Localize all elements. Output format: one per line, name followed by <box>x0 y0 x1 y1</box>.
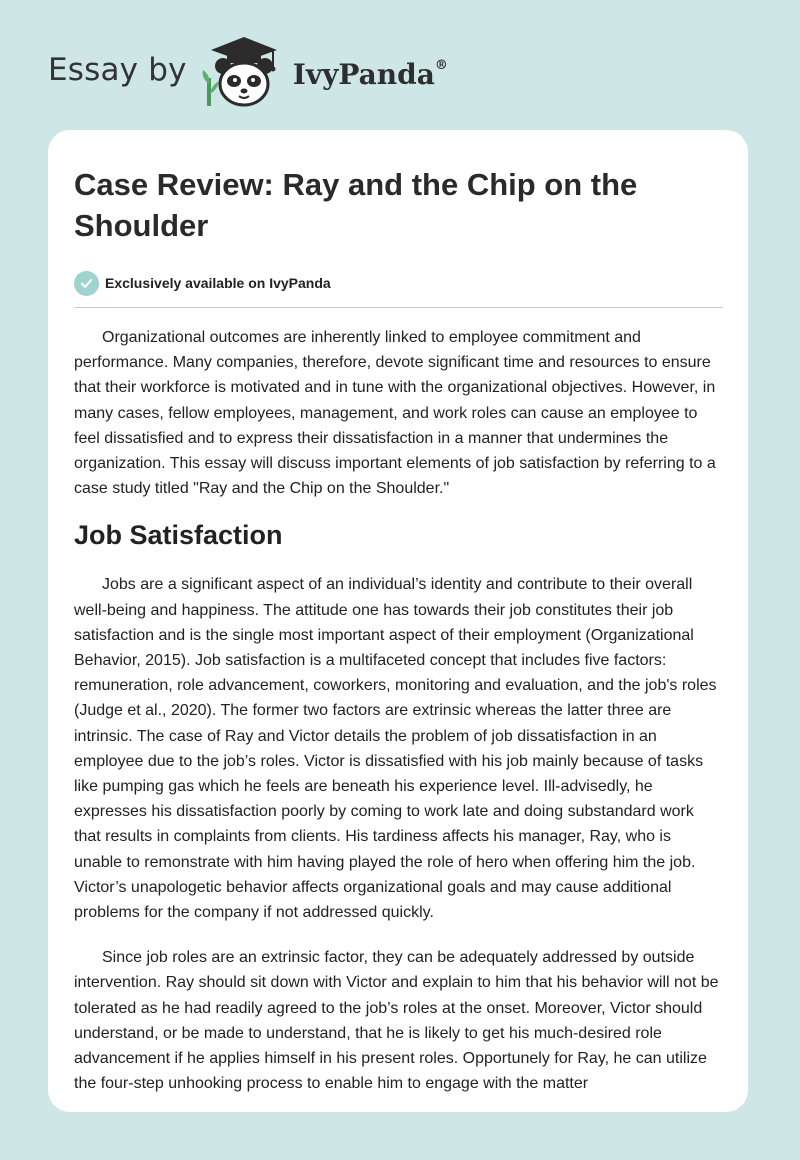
brand-prefix: Essay by <box>48 52 187 88</box>
article-body <box>74 325 723 1096</box>
section-heading: Job Satisfaction <box>74 520 283 551</box>
divider <box>74 307 723 308</box>
body-paragraph-3: Since job roles are an extrinsic factor, they can be adequately addressed by outside intervention. Ray should sit down with Victor and explain to him that his behavior will not be tolerated as he had readily agreed to the job’s roles at the onset. Moreover, Victor should understand, or be made to understand, that he is likely to get his much-desired role advancement if he applies himself in his present roles. Opportunely for Ray, he can utilize the four-step unhooking process to enable him to engage with the matter <box>74 949 719 1093</box>
site-logo[interactable] <box>48 34 448 110</box>
panda-logo-icon <box>201 34 287 110</box>
exclusive-badge <box>74 270 723 296</box>
page-title: Case Review: Ray and the Chip on the Shoulder <box>74 167 638 243</box>
brand-name <box>293 58 448 91</box>
body-paragraph-2: Jobs are a significant aspect of an individual’s identity and contribute to their overall well-being and happiness. The attitude one has towards their job constitutes their job satisfaction and is the single most important aspect of their employment (Organizational Behavior, 2015). Job satisfaction is a multifaceted concept that includes five factors: remuneration, role advancement, coworkers, monitoring and evaluation, and the job's roles (Judge et al., 2020). The former two factors are extrinsic whereas the latter three are intrinsic. The case of Ray and Victor details the problem of job dissatisfaction in an employee due to the job’s roles. Victor is dissatisfied with his job mainly because of tasks like pumping gas which he feels are beneath his experience level. Ill-advisedly, he expresses his dissatisfaction poorly by coming to work late and doing substandard work that results in complaints from clients. His tardiness affects his manager, Ray, who is unable to remonstrate with him having played the role of hero when offering him the job. Victor’s unapologetic behavior affects organizational goals and may cause additional problems for the company if not addressed quickly. <box>74 576 717 922</box>
trademark-symbol: ® <box>434 58 448 74</box>
exclusive-label: Exclusively available on IvyPanda <box>105 275 331 291</box>
article-content <box>74 130 723 1096</box>
intro-paragraph: Organizational outcomes are inherently linked to employee commitment and performance. Many companies, therefore, devote significant time and resources to ensure that their workforce is motivated and in tune with the organizational objectives. However, in many cases, fellow employees, management, and work roles can cause an employee to feel dissatisfied and to express their dissatisfaction in a manner that undermines the organization. This essay will discuss important elements of job satisfaction by referring to a case study titled "Ray and the Chip on the Shoulder." <box>74 329 716 498</box>
brand-name-text: IvyPanda <box>292 57 435 91</box>
article-card <box>48 130 748 1112</box>
check-circle-icon <box>74 271 99 296</box>
